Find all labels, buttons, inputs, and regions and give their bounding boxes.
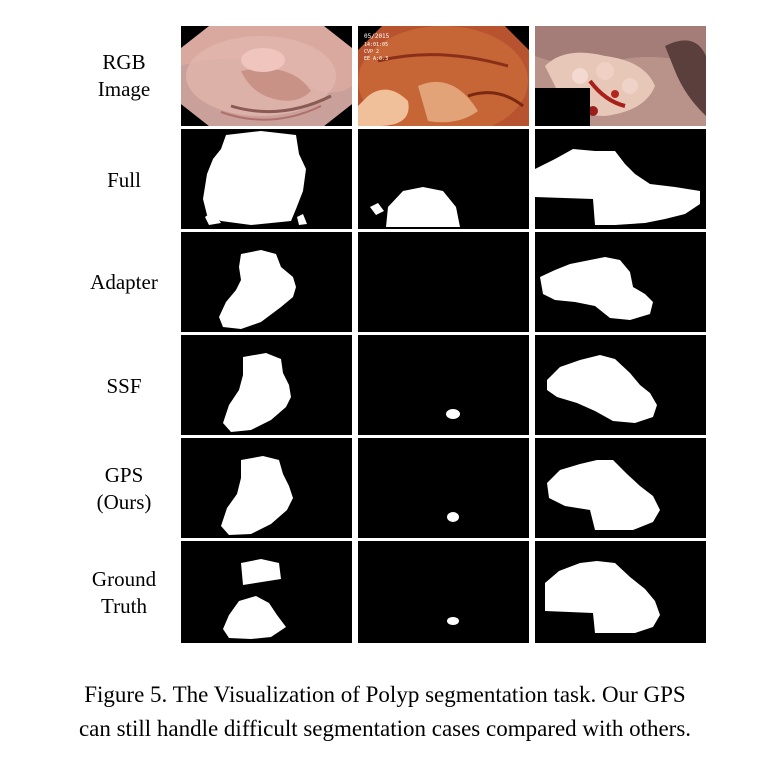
- label-line: Full: [107, 168, 141, 192]
- overlay-line-1: 05/2015: [364, 33, 390, 40]
- label-line: GPS: [104, 463, 144, 487]
- mask-adapter-3: [535, 232, 706, 332]
- label-line: Image: [97, 77, 151, 101]
- label-line: (Ours): [96, 490, 152, 514]
- mask-gt-1: [181, 541, 352, 643]
- row-label-rgb-image: [70, 49, 178, 103]
- mask-full-3: [535, 129, 706, 229]
- row-label-gps-ours: [70, 462, 178, 516]
- mask-gps-1: [181, 438, 352, 538]
- row-label-ground-truth: [70, 566, 178, 620]
- mask-ssf-3: [535, 335, 706, 435]
- mask-full-1: [181, 129, 352, 229]
- mask-full-2: [358, 129, 529, 229]
- rgb-image-3: [535, 26, 706, 126]
- caption-line-2: can still handle difficult segmentation cases compared with others.: [78, 716, 692, 741]
- figure-caption: [20, 678, 750, 746]
- mask-adapter-2: [358, 232, 529, 332]
- row-label-adapter: [70, 269, 178, 296]
- mask-gps-2: [358, 438, 529, 538]
- mask-gt-3: [535, 541, 706, 643]
- row-label-full: [70, 167, 178, 194]
- rgb-image-1: [181, 26, 352, 126]
- overlay-line-3: CVP 2: [364, 49, 380, 55]
- mask-gt-2: [358, 541, 529, 643]
- mask-gps-3: [535, 438, 706, 538]
- overlay-line-2: 14:01:05: [364, 42, 389, 48]
- overlay-line-4: EE A:0.3: [364, 56, 389, 62]
- rgb-image-2: [358, 26, 529, 126]
- caption-line-1: Figure 5. The Visualization of Polyp segmentation task. Our GPS: [84, 682, 686, 707]
- mask-ssf-1: [181, 335, 352, 435]
- mask-adapter-1: [181, 232, 352, 332]
- label-line: Truth: [101, 594, 147, 618]
- label-line: RGB: [102, 50, 146, 74]
- row-label-ssf: [70, 373, 178, 400]
- mask-ssf-2: [358, 335, 529, 435]
- label-line: Ground: [91, 567, 157, 591]
- label-line: SSF: [106, 374, 142, 398]
- label-line: Adapter: [90, 270, 158, 294]
